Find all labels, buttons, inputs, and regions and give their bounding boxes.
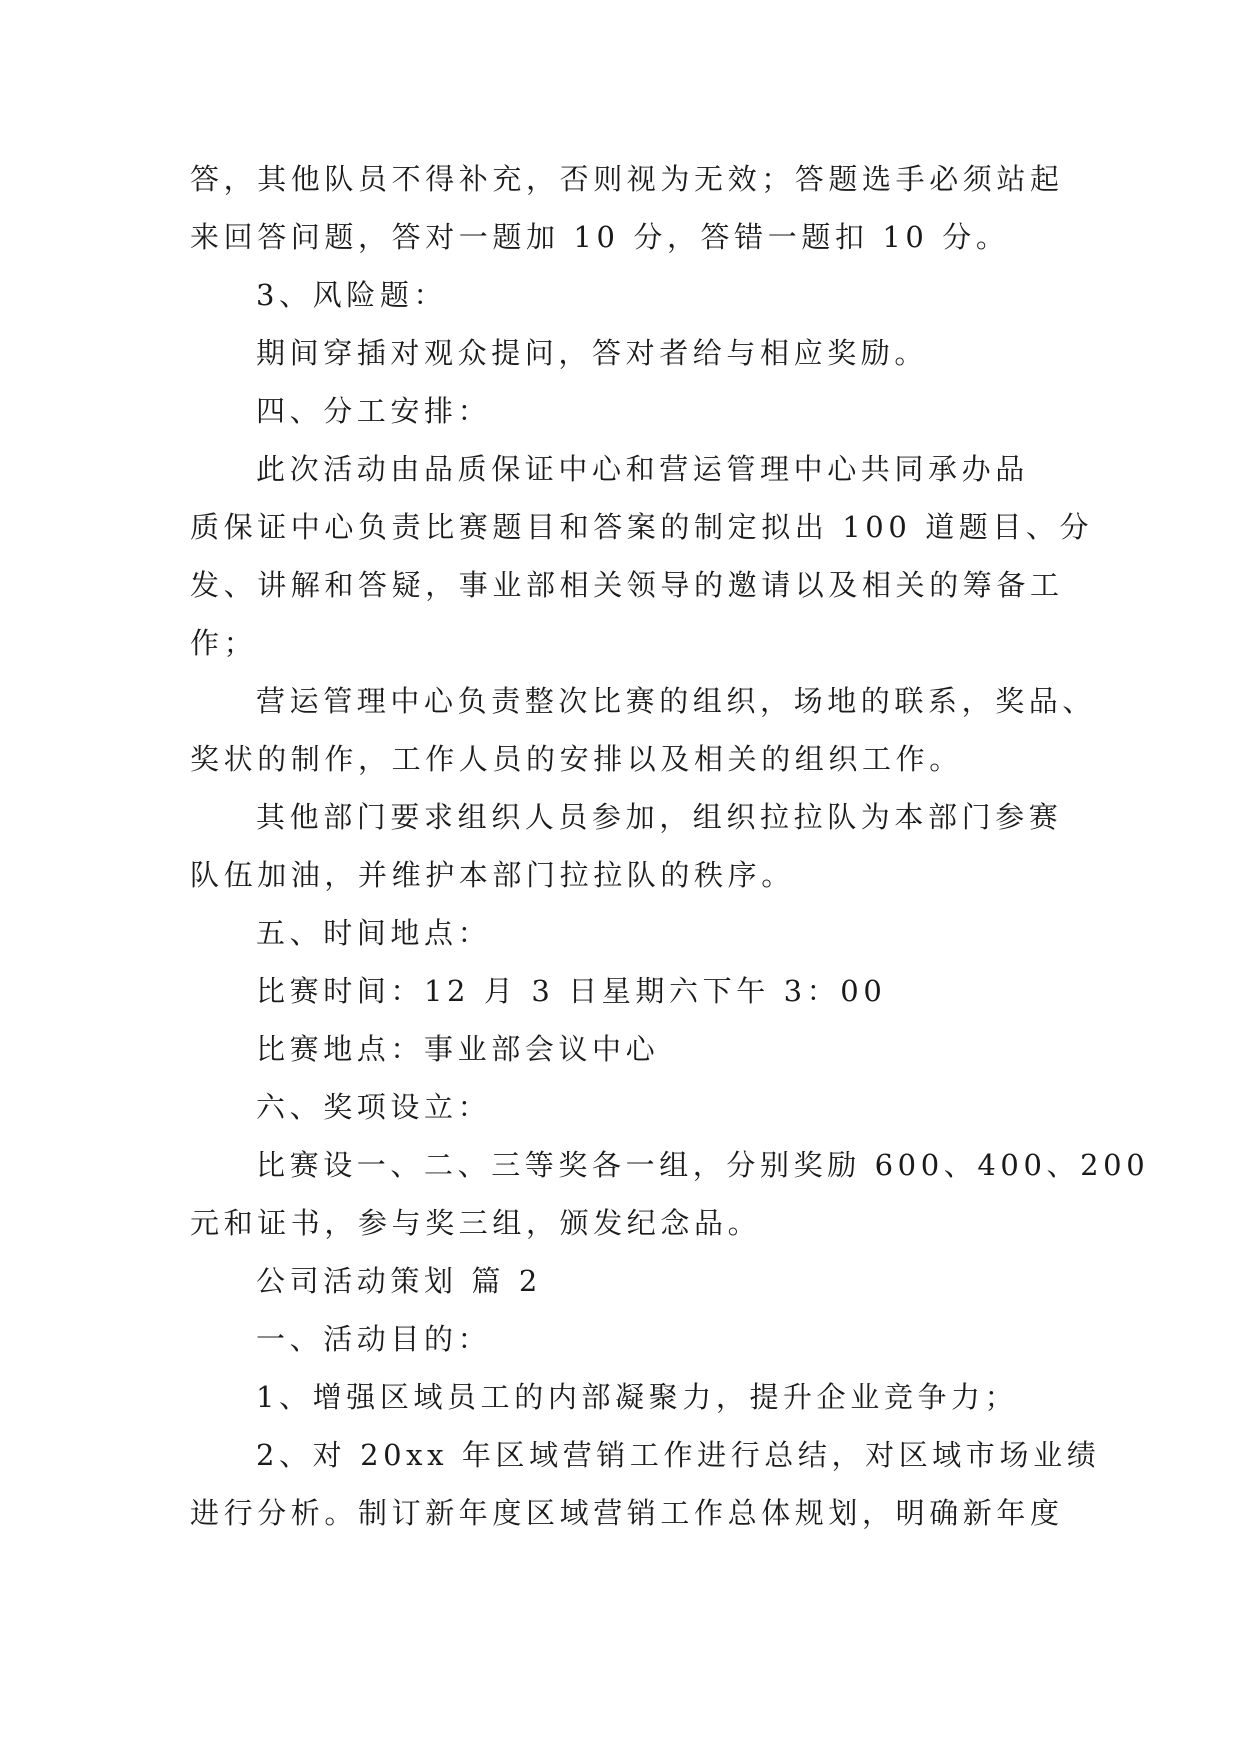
section-heading: 五、时间地点：	[256, 916, 492, 950]
text-line: 此次活动由品质保证中心和营运管理中心共同承办品	[256, 452, 1029, 486]
text-line: 队伍加油，并维护本部门拉拉队的秩序。	[190, 858, 795, 892]
text-line: 其他部门要求组织人员参加，组织拉拉队为本部门参赛	[256, 800, 1063, 834]
text-line: 答，其他队员不得补充，否则视为无效；答题选手必须站起	[190, 162, 1064, 196]
text-line: 期间穿插对观众提问，答对者给与相应奖励。	[256, 336, 929, 370]
text-line: 2、对 20xx 年区域营销工作进行总结，对区域市场业绩	[256, 1438, 1101, 1472]
text-line: 比赛地点：事业部会议中心	[256, 1032, 660, 1066]
section-heading: 四、分工安排：	[256, 394, 492, 428]
text-line: 营运管理中心负责整次比赛的组织，场地的联系，奖品、	[256, 684, 1097, 718]
section-heading: 一、活动目的：	[256, 1322, 492, 1356]
text-line: 质保证中心负责比赛题目和答案的制定拟出 100 道题目、分	[190, 510, 1094, 544]
section-heading: 六、奖项设立：	[256, 1090, 492, 1124]
document-page	[190, 150, 1150, 1542]
text-line: 进行分析。制订新年度区域营销工作总体规划，明确新年度	[190, 1496, 1064, 1530]
section-heading: 3、风险题：	[256, 278, 448, 312]
text-line: 作；	[190, 626, 258, 660]
text-line: 1、增强区域员工的内部凝聚力，提升企业竞争力；	[256, 1380, 1019, 1414]
text-line: 奖状的制作，工作人员的安排以及相关的组织工作。	[190, 742, 963, 776]
text-line: 发、讲解和答疑，事业部相关领导的邀请以及相关的筹备工	[190, 568, 1064, 602]
text-line: 比赛设一、二、三等奖各一组，分别奖励 600、400、200	[256, 1148, 1150, 1182]
article-title: 公司活动策划 篇 2	[256, 1264, 542, 1298]
text-line: 来回答问题，答对一题加 10 分，答错一题扣 10 分。	[190, 220, 1010, 254]
text-line: 比赛时间：12 月 3 日星期六下午 3：00	[256, 974, 887, 1008]
text-line: 元和证书，参与奖三组，颁发纪念品。	[190, 1206, 762, 1240]
